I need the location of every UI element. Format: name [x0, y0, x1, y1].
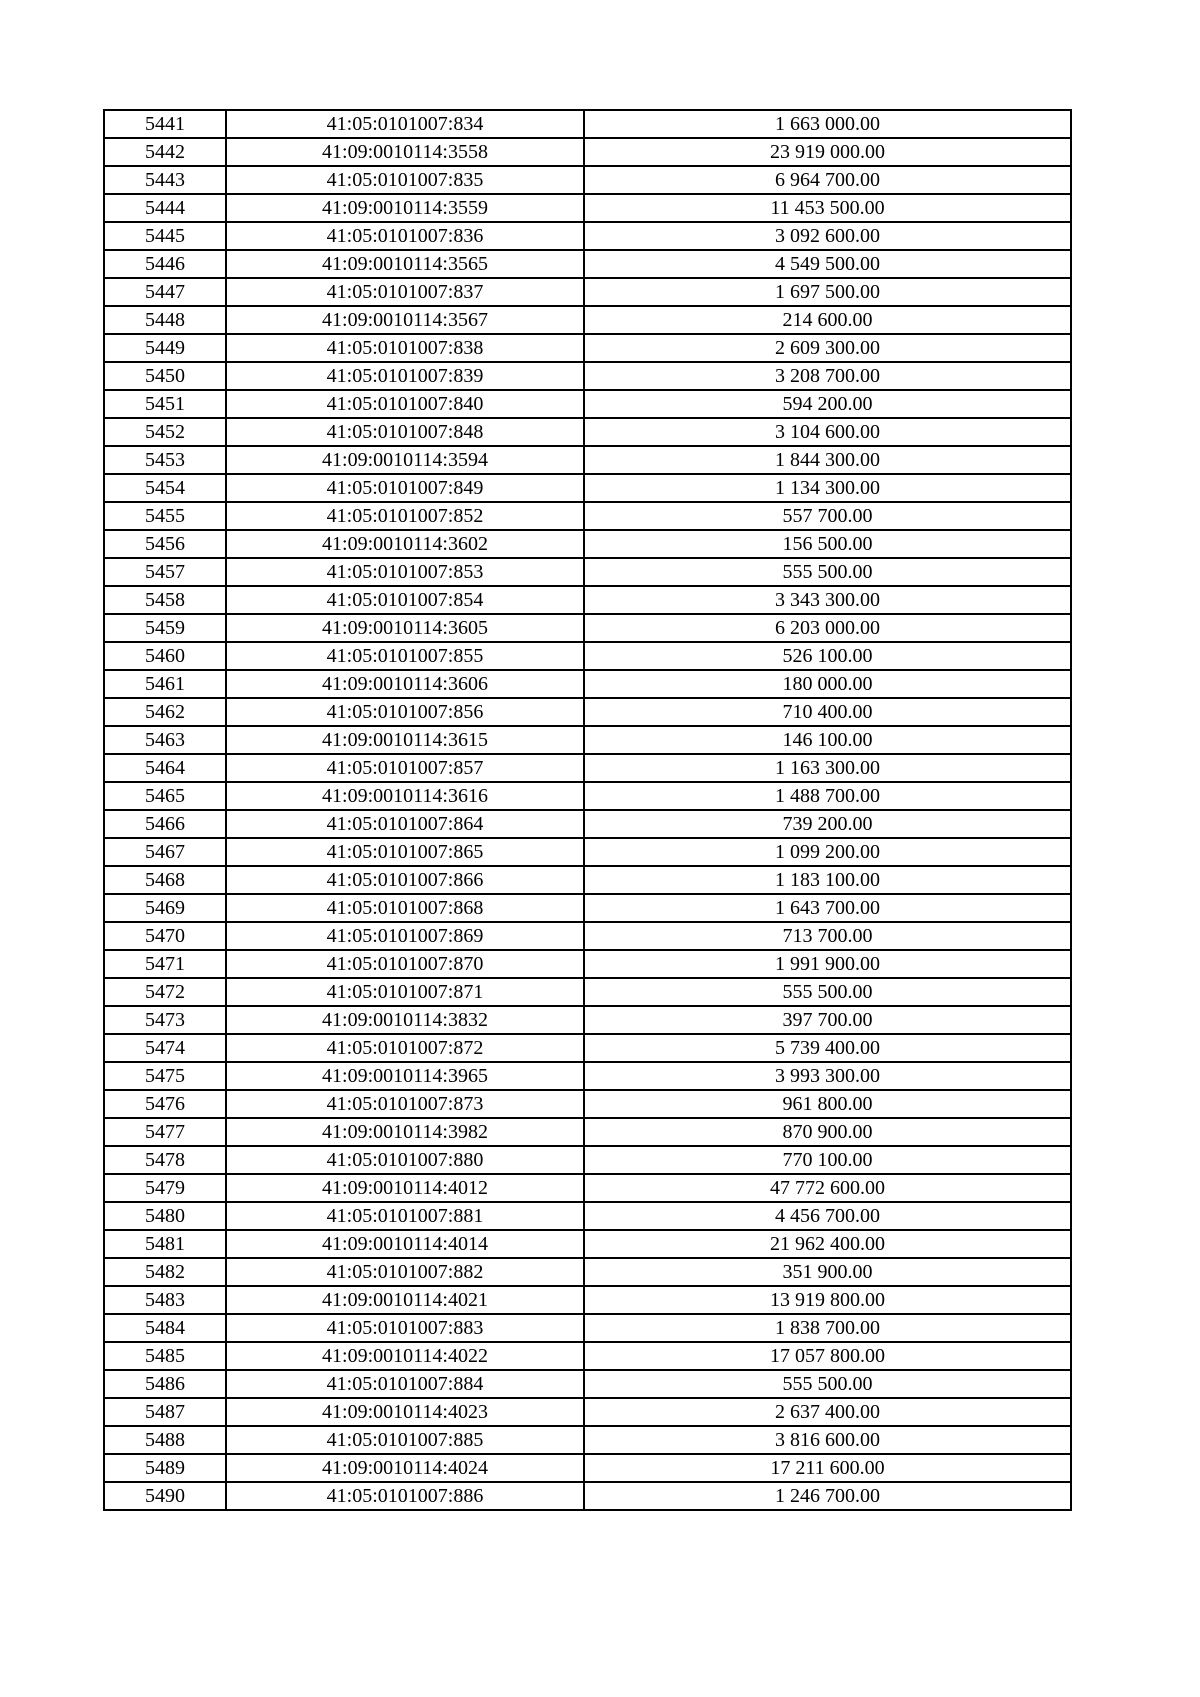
row-number-cell: 5488	[104, 1426, 226, 1454]
value-cell: 1 838 700.00	[584, 1314, 1071, 1342]
table-row	[104, 418, 1071, 446]
value-cell: 1 183 100.00	[584, 866, 1071, 894]
cadastral-number-cell: 41:09:0010114:3602	[226, 530, 584, 558]
cadastral-number-cell: 41:09:0010114:3558	[226, 138, 584, 166]
table-row	[104, 894, 1071, 922]
cadastral-number-cell: 41:09:0010114:3615	[226, 726, 584, 754]
table-row	[104, 362, 1071, 390]
row-number-cell: 5490	[104, 1482, 226, 1510]
cadastral-number-cell: 41:09:0010114:4023	[226, 1398, 584, 1426]
row-number-cell: 5457	[104, 558, 226, 586]
row-number-cell: 5483	[104, 1286, 226, 1314]
cadastral-number-cell: 41:05:0101007:849	[226, 474, 584, 502]
table-row	[104, 922, 1071, 950]
value-cell: 5 739 400.00	[584, 1034, 1071, 1062]
cadastral-number-cell: 41:05:0101007:837	[226, 278, 584, 306]
row-number-cell: 5469	[104, 894, 226, 922]
value-cell: 397 700.00	[584, 1006, 1071, 1034]
cadastral-number-cell: 41:09:0010114:3606	[226, 670, 584, 698]
row-number-cell: 5441	[104, 110, 226, 138]
cadastral-number-cell: 41:05:0101007:853	[226, 558, 584, 586]
cadastral-number-cell: 41:05:0101007:885	[226, 1426, 584, 1454]
table-row	[104, 1454, 1071, 1482]
cadastral-number-cell: 41:05:0101007:883	[226, 1314, 584, 1342]
table-row	[104, 614, 1071, 642]
cadastral-number-cell: 41:05:0101007:884	[226, 1370, 584, 1398]
table-row	[104, 446, 1071, 474]
value-cell: 3 343 300.00	[584, 586, 1071, 614]
table-row	[104, 1202, 1071, 1230]
table-row	[104, 978, 1071, 1006]
cadastral-number-cell: 41:05:0101007:848	[226, 418, 584, 446]
cadastral-number-cell: 41:09:0010114:4014	[226, 1230, 584, 1258]
table-row	[104, 278, 1071, 306]
cadastral-number-cell: 41:05:0101007:873	[226, 1090, 584, 1118]
value-cell: 4 549 500.00	[584, 250, 1071, 278]
value-cell: 3 816 600.00	[584, 1426, 1071, 1454]
table-row	[104, 110, 1071, 138]
row-number-cell: 5475	[104, 1062, 226, 1090]
row-number-cell: 5448	[104, 306, 226, 334]
row-number-cell: 5461	[104, 670, 226, 698]
table-row	[104, 726, 1071, 754]
table-row	[104, 1342, 1071, 1370]
value-cell: 870 900.00	[584, 1118, 1071, 1146]
row-number-cell: 5467	[104, 838, 226, 866]
value-cell: 6 203 000.00	[584, 614, 1071, 642]
value-cell: 1 134 300.00	[584, 474, 1071, 502]
table-row	[104, 250, 1071, 278]
row-number-cell: 5462	[104, 698, 226, 726]
row-number-cell: 5444	[104, 194, 226, 222]
row-number-cell: 5459	[104, 614, 226, 642]
table-row	[104, 1090, 1071, 1118]
table-row	[104, 222, 1071, 250]
row-number-cell: 5477	[104, 1118, 226, 1146]
table-row	[104, 474, 1071, 502]
row-number-cell: 5460	[104, 642, 226, 670]
cadastral-value-table	[103, 109, 1072, 1511]
cadastral-number-cell: 41:05:0101007:839	[226, 362, 584, 390]
value-cell: 21 962 400.00	[584, 1230, 1071, 1258]
table-row	[104, 950, 1071, 978]
cadastral-number-cell: 41:05:0101007:866	[226, 866, 584, 894]
value-cell: 180 000.00	[584, 670, 1071, 698]
table-row	[104, 1286, 1071, 1314]
value-cell: 594 200.00	[584, 390, 1071, 418]
value-cell: 47 772 600.00	[584, 1174, 1071, 1202]
table-row	[104, 194, 1071, 222]
value-cell: 3 104 600.00	[584, 418, 1071, 446]
cadastral-number-cell: 41:05:0101007:870	[226, 950, 584, 978]
table-row	[104, 1370, 1071, 1398]
row-number-cell: 5478	[104, 1146, 226, 1174]
row-number-cell: 5443	[104, 166, 226, 194]
table-row	[104, 306, 1071, 334]
row-number-cell: 5470	[104, 922, 226, 950]
row-number-cell: 5447	[104, 278, 226, 306]
table-row	[104, 530, 1071, 558]
cadastral-number-cell: 41:05:0101007:880	[226, 1146, 584, 1174]
cadastral-number-cell: 41:05:0101007:838	[226, 334, 584, 362]
table-row	[104, 782, 1071, 810]
table-row	[104, 586, 1071, 614]
row-number-cell: 5455	[104, 502, 226, 530]
row-number-cell: 5456	[104, 530, 226, 558]
table-row	[104, 390, 1071, 418]
row-number-cell: 5485	[104, 1342, 226, 1370]
row-number-cell: 5489	[104, 1454, 226, 1482]
value-cell: 1 844 300.00	[584, 446, 1071, 474]
table-row	[104, 1230, 1071, 1258]
table-row	[104, 1006, 1071, 1034]
value-cell: 146 100.00	[584, 726, 1071, 754]
row-number-cell: 5452	[104, 418, 226, 446]
value-cell: 156 500.00	[584, 530, 1071, 558]
row-number-cell: 5464	[104, 754, 226, 782]
row-number-cell: 5486	[104, 1370, 226, 1398]
value-cell: 11 453 500.00	[584, 194, 1071, 222]
table-row	[104, 1482, 1071, 1510]
table-row	[104, 838, 1071, 866]
table-row	[104, 1146, 1071, 1174]
table-row	[104, 558, 1071, 586]
value-cell: 1 697 500.00	[584, 278, 1071, 306]
cadastral-number-cell: 41:05:0101007:855	[226, 642, 584, 670]
cadastral-number-cell: 41:09:0010114:3616	[226, 782, 584, 810]
value-cell: 2 637 400.00	[584, 1398, 1071, 1426]
row-number-cell: 5466	[104, 810, 226, 838]
cadastral-number-cell: 41:09:0010114:3567	[226, 306, 584, 334]
value-cell: 739 200.00	[584, 810, 1071, 838]
row-number-cell: 5473	[104, 1006, 226, 1034]
value-cell: 2 609 300.00	[584, 334, 1071, 362]
value-cell: 6 964 700.00	[584, 166, 1071, 194]
cadastral-number-cell: 41:09:0010114:3565	[226, 250, 584, 278]
cadastral-number-cell: 41:05:0101007:865	[226, 838, 584, 866]
value-cell: 1 991 900.00	[584, 950, 1071, 978]
cadastral-number-cell: 41:09:0010114:4021	[226, 1286, 584, 1314]
value-cell: 214 600.00	[584, 306, 1071, 334]
value-cell: 1 643 700.00	[584, 894, 1071, 922]
row-number-cell: 5450	[104, 362, 226, 390]
table-row	[104, 1398, 1071, 1426]
value-cell: 1 163 300.00	[584, 754, 1071, 782]
row-number-cell: 5487	[104, 1398, 226, 1426]
cadastral-number-cell: 41:05:0101007:834	[226, 110, 584, 138]
value-cell: 3 993 300.00	[584, 1062, 1071, 1090]
value-cell: 555 500.00	[584, 558, 1071, 586]
table-row	[104, 138, 1071, 166]
cadastral-number-cell: 41:09:0010114:3982	[226, 1118, 584, 1146]
table-row	[104, 1174, 1071, 1202]
value-cell: 526 100.00	[584, 642, 1071, 670]
value-cell: 1 488 700.00	[584, 782, 1071, 810]
row-number-cell: 5472	[104, 978, 226, 1006]
cadastral-number-cell: 41:05:0101007:835	[226, 166, 584, 194]
cadastral-number-cell: 41:09:0010114:4012	[226, 1174, 584, 1202]
cadastral-number-cell: 41:05:0101007:836	[226, 222, 584, 250]
cadastral-number-cell: 41:05:0101007:857	[226, 754, 584, 782]
value-cell: 557 700.00	[584, 502, 1071, 530]
table-row	[104, 866, 1071, 894]
table-body	[104, 110, 1071, 1510]
row-number-cell: 5471	[104, 950, 226, 978]
table-row	[104, 810, 1071, 838]
row-number-cell: 5454	[104, 474, 226, 502]
row-number-cell: 5481	[104, 1230, 226, 1258]
row-number-cell: 5482	[104, 1258, 226, 1286]
cadastral-number-cell: 41:09:0010114:3965	[226, 1062, 584, 1090]
table-row	[104, 166, 1071, 194]
cadastral-number-cell: 41:09:0010114:4022	[226, 1342, 584, 1370]
value-cell: 1 663 000.00	[584, 110, 1071, 138]
table-row	[104, 642, 1071, 670]
value-cell: 770 100.00	[584, 1146, 1071, 1174]
table-row	[104, 502, 1071, 530]
row-number-cell: 5465	[104, 782, 226, 810]
table-row	[104, 698, 1071, 726]
table-row	[104, 1258, 1071, 1286]
cadastral-number-cell: 41:05:0101007:840	[226, 390, 584, 418]
row-number-cell: 5468	[104, 866, 226, 894]
row-number-cell: 5449	[104, 334, 226, 362]
value-cell: 3 092 600.00	[584, 222, 1071, 250]
table-row	[104, 334, 1071, 362]
table-row	[104, 1118, 1071, 1146]
cadastral-number-cell: 41:09:0010114:3605	[226, 614, 584, 642]
value-cell: 961 800.00	[584, 1090, 1071, 1118]
row-number-cell: 5484	[104, 1314, 226, 1342]
row-number-cell: 5445	[104, 222, 226, 250]
value-cell: 713 700.00	[584, 922, 1071, 950]
row-number-cell: 5463	[104, 726, 226, 754]
row-number-cell: 5480	[104, 1202, 226, 1230]
value-cell: 17 211 600.00	[584, 1454, 1071, 1482]
value-cell: 4 456 700.00	[584, 1202, 1071, 1230]
value-cell: 13 919 800.00	[584, 1286, 1071, 1314]
row-number-cell: 5442	[104, 138, 226, 166]
value-cell: 555 500.00	[584, 978, 1071, 1006]
cadastral-number-cell: 41:05:0101007:852	[226, 502, 584, 530]
cadastral-number-cell: 41:05:0101007:882	[226, 1258, 584, 1286]
table-row	[104, 754, 1071, 782]
value-cell: 555 500.00	[584, 1370, 1071, 1398]
table-row	[104, 1062, 1071, 1090]
cadastral-number-cell: 41:05:0101007:864	[226, 810, 584, 838]
row-number-cell: 5458	[104, 586, 226, 614]
value-cell: 1 246 700.00	[584, 1482, 1071, 1510]
row-number-cell: 5446	[104, 250, 226, 278]
cadastral-number-cell: 41:09:0010114:4024	[226, 1454, 584, 1482]
table-row	[104, 1314, 1071, 1342]
value-cell: 710 400.00	[584, 698, 1071, 726]
table-row	[104, 670, 1071, 698]
row-number-cell: 5479	[104, 1174, 226, 1202]
table-row	[104, 1034, 1071, 1062]
row-number-cell: 5474	[104, 1034, 226, 1062]
value-cell: 23 919 000.00	[584, 138, 1071, 166]
cadastral-number-cell: 41:05:0101007:868	[226, 894, 584, 922]
cadastral-number-cell: 41:05:0101007:881	[226, 1202, 584, 1230]
cadastral-number-cell: 41:09:0010114:3832	[226, 1006, 584, 1034]
cadastral-number-cell: 41:05:0101007:854	[226, 586, 584, 614]
cadastral-number-cell: 41:05:0101007:872	[226, 1034, 584, 1062]
value-cell: 1 099 200.00	[584, 838, 1071, 866]
value-cell: 3 208 700.00	[584, 362, 1071, 390]
cadastral-number-cell: 41:05:0101007:871	[226, 978, 584, 1006]
row-number-cell: 5476	[104, 1090, 226, 1118]
row-number-cell: 5451	[104, 390, 226, 418]
value-cell: 17 057 800.00	[584, 1342, 1071, 1370]
row-number-cell: 5453	[104, 446, 226, 474]
value-cell: 351 900.00	[584, 1258, 1071, 1286]
cadastral-number-cell: 41:05:0101007:886	[226, 1482, 584, 1510]
cadastral-number-cell: 41:05:0101007:856	[226, 698, 584, 726]
cadastral-number-cell: 41:05:0101007:869	[226, 922, 584, 950]
table-row	[104, 1426, 1071, 1454]
cadastral-number-cell: 41:09:0010114:3594	[226, 446, 584, 474]
cadastral-number-cell: 41:09:0010114:3559	[226, 194, 584, 222]
